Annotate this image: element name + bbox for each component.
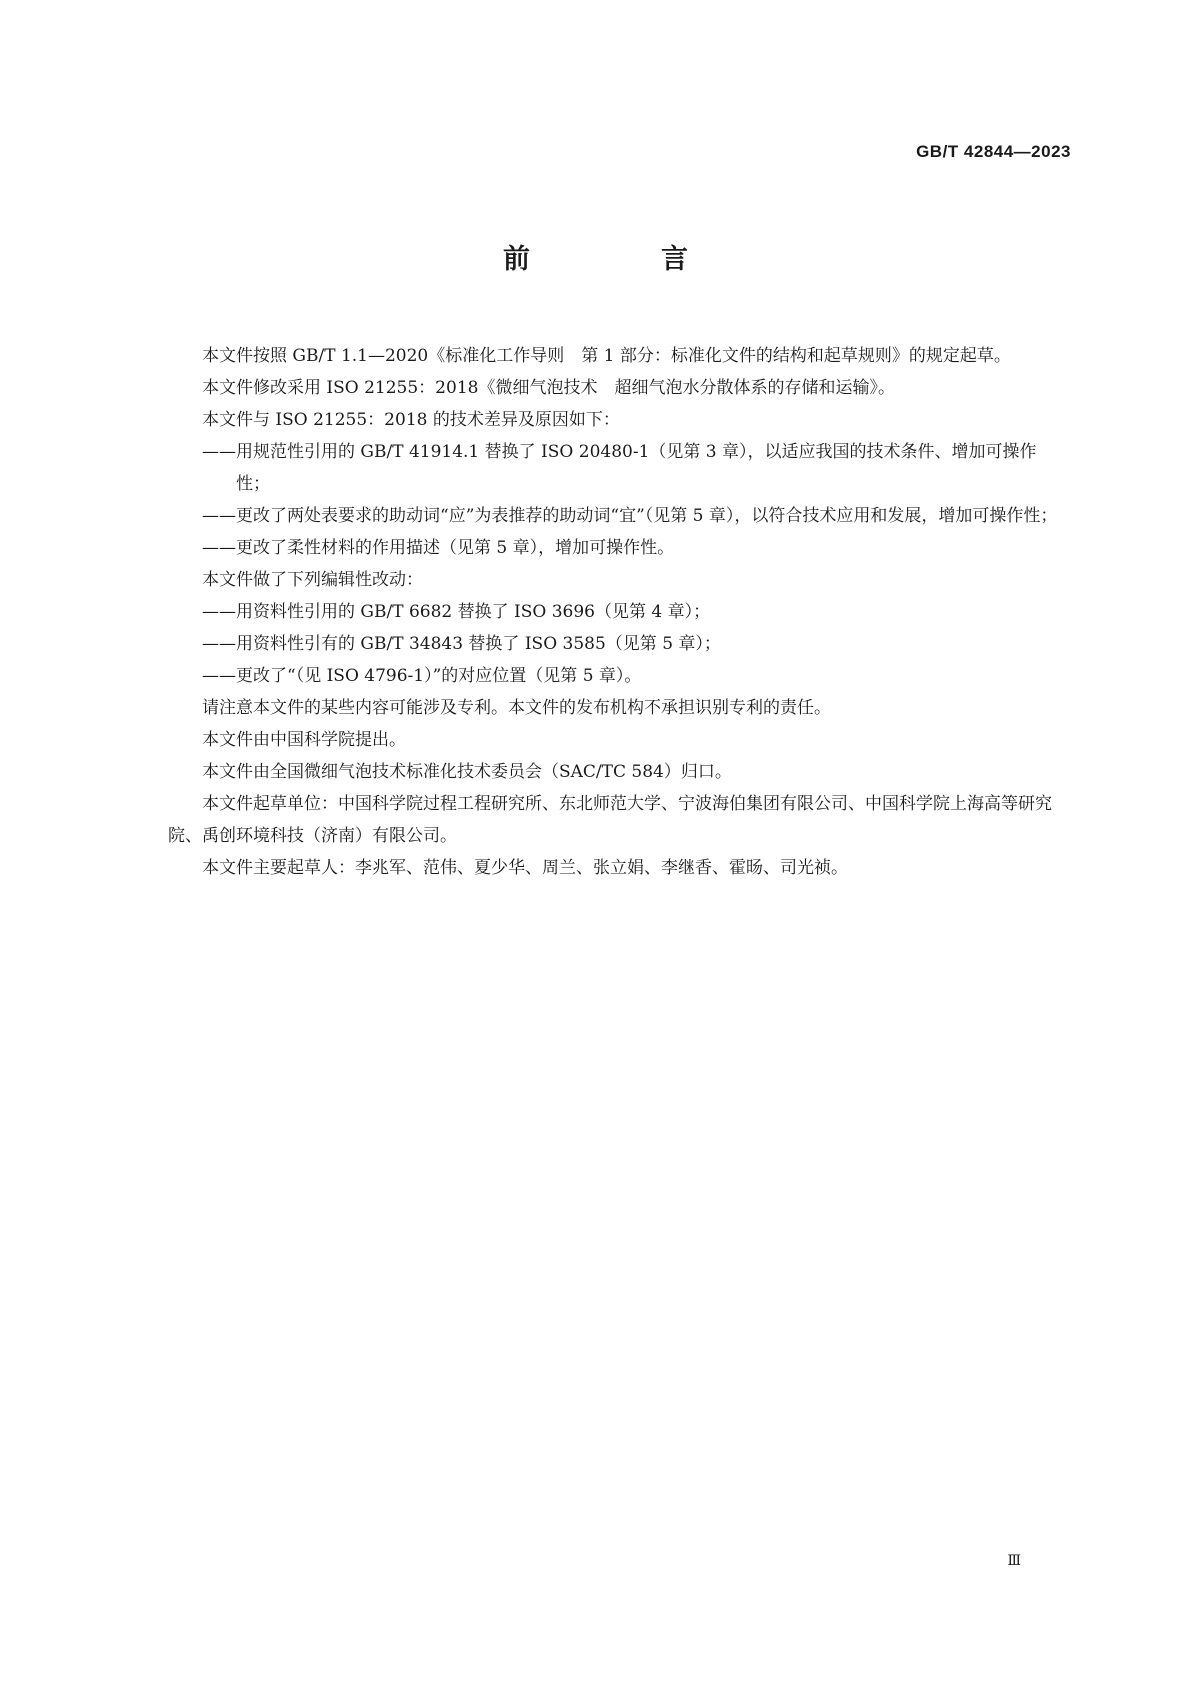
paragraph-editorial-intro: 本文件做了下列编辑性改动：: [202, 570, 423, 590]
page-title: 前 言: [503, 244, 740, 275]
paragraph-drafters: 本文件主要起草人：李兆军、范伟、夏少华、周兰、张立娟、李继香、霍旸、司光祯。: [202, 858, 848, 878]
paragraph-patent-notice: 请注意本文件的某些内容可能涉及专利。本文件的发布机构不承担识别专利的责任。: [202, 698, 831, 718]
paragraph-committee: 本文件由全国微细气泡技术标准化技术委员会（SAC/TC 584）归口。: [202, 762, 732, 782]
standard-code: GB/T 42844—2023: [916, 142, 1071, 161]
foreword-body: [168, 340, 1068, 884]
tech-diff-item: ——更改了两处表要求的助动词“应”为表推荐的助动词“宜”（见第 5 章），以符合技术应用和发展，增加可操作性；: [202, 506, 1058, 526]
paragraph-tech-diff-intro: 本文件与 ISO 21255：2018 的技术差异及原因如下：: [202, 410, 620, 430]
editorial-change-item: ——更改了“（见 ISO 4796-1）”的对应位置（见第 5 章）。: [202, 666, 642, 686]
paragraph-adoption: 本文件修改采用 ISO 21255：2018《微细气泡技术 超细气泡水分散体系的存储和运输》。: [202, 378, 895, 398]
paragraph-drafting-units: 本文件起草单位：中国科学院过程工程研究所、东北师范大学、宁波海伯集团有限公司、中国科学院上海高等研究院、禹创环境科技（济南）有限公司。: [168, 794, 1052, 846]
paragraph-proposer: 本文件由中国科学院提出。: [202, 730, 406, 750]
tech-diff-item: ——用规范性引用的 GB/T 41914.1 替换了 ISO 20480-1（见第 3 章），以适应我国的技术条件、增加可操作性；: [202, 442, 1037, 494]
paragraph-drafting-rules: 本文件按照 GB/T 1.1—2020《标准化工作导则 第 1 部分：标准化文件的结构和起草规则》的规定起草。: [202, 346, 1011, 366]
editorial-change-item: ——用资料性引有的 GB/T 34843 替换了 ISO 3585（见第 5 章）；: [202, 634, 721, 654]
tech-diff-item: ——更改了柔性材料的作用描述（见第 5 章），增加可操作性。: [202, 538, 675, 558]
page-number: Ⅲ: [1007, 1553, 1021, 1569]
editorial-change-item: ——用资料性引用的 GB/T 6682 替换了 ISO 3696（见第 4 章）；: [202, 602, 711, 622]
